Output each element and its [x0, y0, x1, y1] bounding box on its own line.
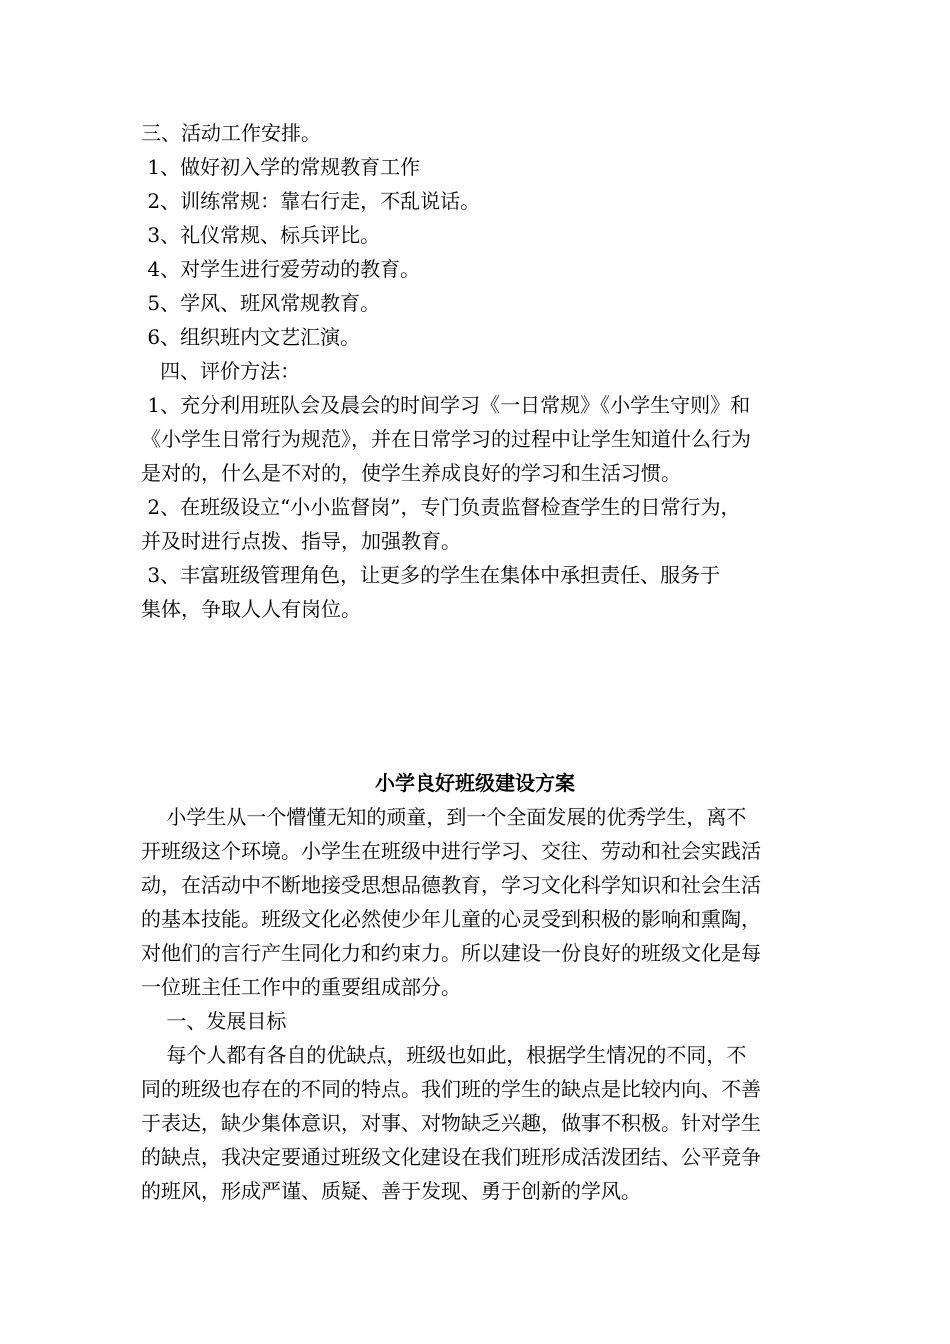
intro-line-6: 一位班主任工作中的重要组成部分。 [141, 975, 461, 999]
intro-line-4: 的基本技能。班级文化必然使少年儿童的心灵受到积极的影响和熏陶， [141, 907, 761, 931]
document-title: 小学良好班级建设方案 [375, 771, 575, 795]
evaluation-line-2: 《小学生日常行为规范》，并在日常学习的过程中让学生知道什么行为 [141, 427, 751, 451]
activity-item-2: 2、训练常规：靠右行走，不乱说话。 [141, 189, 481, 213]
activity-item-6: 6、组织班内文艺汇演。 [141, 325, 361, 349]
evaluation-line-6: 3、丰富班级管理角色，让更多的学生在集体中承担责任、服务于 [141, 563, 721, 587]
activity-item-3: 3、礼仪常规、标兵评比。 [141, 223, 381, 247]
goal-line-4: 的缺点，我决定要通过班级文化建设在我们班形成活泼团结、公平竞争 [141, 1145, 761, 1169]
activity-item-1: 1、做好初入学的常规教育工作 [141, 155, 421, 179]
section-heading-evaluation: 四、评价方法： [141, 359, 301, 383]
evaluation-line-3: 是对的，什么是不对的，使学生养成良好的学习和生活习惯。 [141, 461, 681, 485]
section-heading-activities: 三、活动工作安排。 [141, 121, 321, 145]
goal-line-5: 的班风，形成严谨、质疑、善于发现、勇于创新的学风。 [141, 1179, 641, 1203]
goal-line-3: 于表达，缺少集体意识，对事、对物缺乏兴趣，做事不积极。针对学生 [141, 1111, 761, 1135]
activity-item-5: 5、学风、班风常规教育。 [141, 291, 381, 315]
activity-item-4: 4、对学生进行爱劳动的教育。 [141, 257, 421, 281]
intro-line-5: 对他们的言行产生同化力和约束力。所以建设一份良好的班级文化是每 [141, 941, 761, 965]
intro-line-3: 动，在活动中不断地接受思想品德教育，学习文化科学知识和社会生活 [141, 873, 761, 897]
evaluation-line-7: 集体，争取人人有岗位。 [141, 597, 361, 621]
goal-line-1: 每个人都有各自的优缺点，班级也如此，根据学生情况的不同，不 [141, 1043, 747, 1067]
evaluation-line-5: 并及时进行点拨、指导，加强教育。 [141, 529, 461, 553]
evaluation-line-1: 1、充分利用班队会及晨会的时间学习《一日常规》《小学生守则》和 [141, 393, 751, 417]
evaluation-line-4: 2、在班级设立“小小监督岗”，专门负责监督检查学生的日常行为， [141, 495, 741, 519]
goal-line-2: 同的班级也存在的不同的特点。我们班的学生的缺点是比较内向、不善 [141, 1077, 761, 1101]
intro-line-2: 开班级这个环境。小学生在班级中进行学习、交往、劳动和社会实践活 [141, 839, 761, 863]
section-heading-goals: 一、发展目标 [141, 1009, 287, 1033]
intro-line-1: 小学生从一个懵懂无知的顽童，到一个全面发展的优秀学生，离不 [141, 805, 747, 829]
